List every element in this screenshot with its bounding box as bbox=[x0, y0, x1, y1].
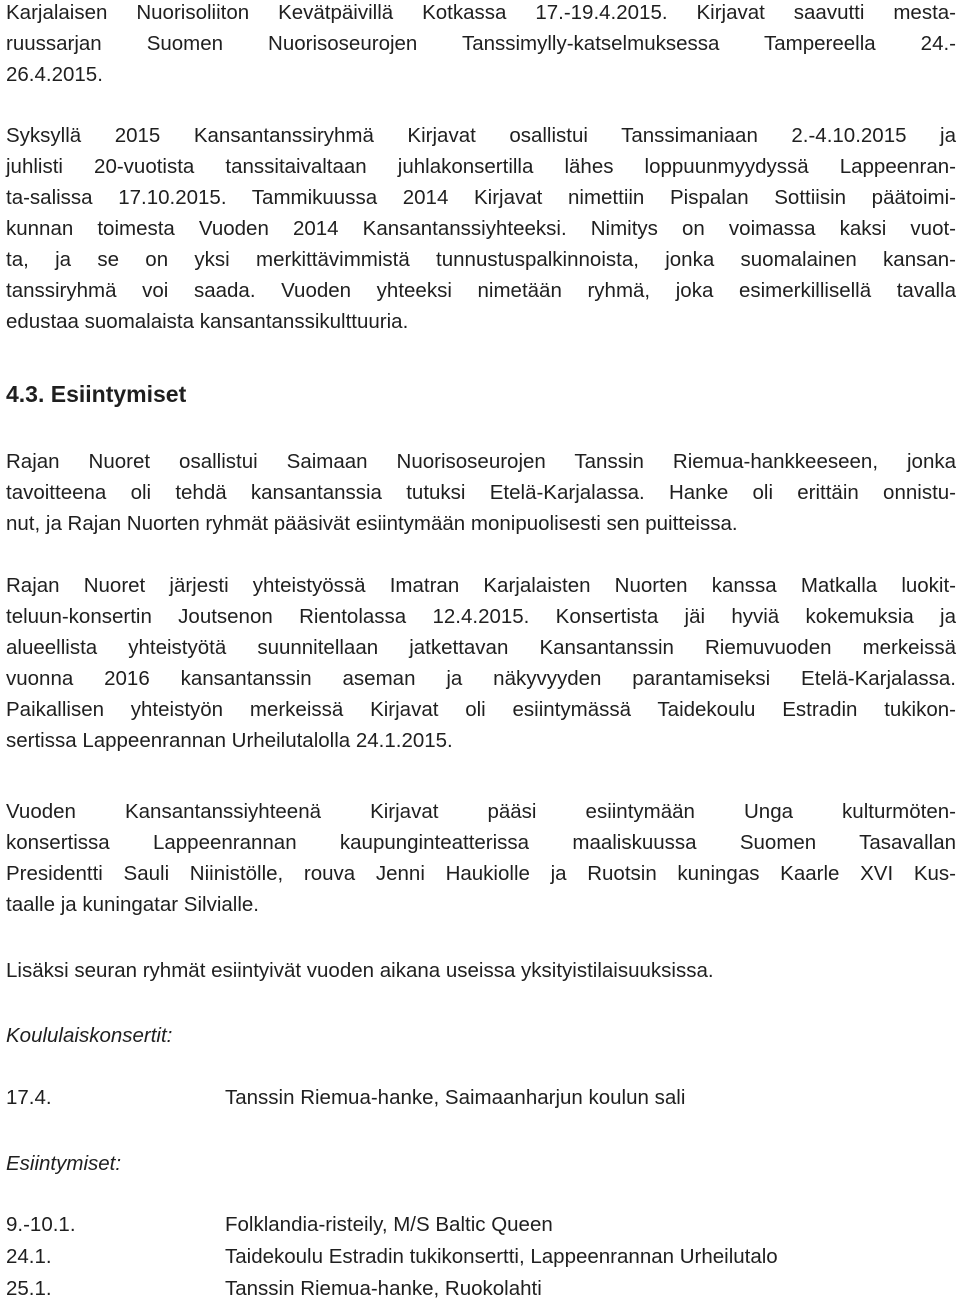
event-description: Taidekoulu Estradin tukikonsertti, Lappeenrannan Urheilutalo bbox=[225, 1245, 778, 1268]
paragraph-line: Presidentti Sauli Niinistölle, rouva Jenni Haukiolle ja Ruotsin kuningas Kaarle XVI Kus- bbox=[6, 862, 956, 885]
paragraph-line: 26.4.2015. bbox=[6, 63, 103, 86]
event-description: Folklandia-risteily, M/S Baltic Queen bbox=[225, 1213, 553, 1236]
section-heading: 4.3. Esiintymiset bbox=[6, 381, 187, 407]
event-description: Tanssin Riemua-hanke, Saimaanharjun koulun sali bbox=[225, 1086, 686, 1109]
list-item bbox=[6, 1209, 553, 1240]
paragraph-line: Syksyllä 2015 Kansantanssiryhmä Kirjavat osallistui Tanssimaniaan 2.-4.10.2015 ja bbox=[6, 124, 956, 147]
event-date: 25.1. bbox=[6, 1277, 52, 1300]
list-item bbox=[6, 1273, 542, 1304]
paragraph-line: Rajan Nuoret järjesti yhteistyössä Imatran Karjalaisten Nuorten kanssa Matkalla luokit- bbox=[6, 574, 956, 597]
paragraph-line: tavoitteena oli tehdä kansantanssia tutuksi Etelä-Karjalassa. Hanke oli erittäin onnistu- bbox=[6, 481, 956, 504]
paragraph-line: Rajan Nuoret osallistui Saimaan Nuorisoseurojen Tanssin Riemua-hankkeeseen, jonka bbox=[6, 450, 956, 473]
list-item bbox=[6, 1241, 778, 1272]
paragraph-line: nut, ja Rajan Nuorten ryhmät pääsivät esiintymään monipuolisesti sen puitteissa. bbox=[6, 512, 738, 535]
paragraph-line: Paikallisen yhteistyön merkeissä Kirjavat oli esiintymässä Taidekoulu Estradin tukikon- bbox=[6, 698, 956, 721]
paragraph-line: alueellista yhteistyötä suunnitellaan jatkettavan Kansantanssin Riemuvuoden merkeissä bbox=[6, 636, 956, 659]
paragraph-line: kunnan toimesta Vuoden 2014 Kansantanssiyhteeksi. Nimitys on voimassa kaksi vuot- bbox=[6, 217, 956, 240]
event-date: 17.4. bbox=[6, 1086, 52, 1109]
paragraph-line: Vuoden Kansantanssiyhteenä Kirjavat pääsi esiintymään Unga kulturmöten- bbox=[6, 800, 956, 823]
event-date: 24.1. bbox=[6, 1245, 52, 1268]
event-description: Tanssin Riemua-hanke, Ruokolahti bbox=[225, 1277, 542, 1300]
event-date: 9.-10.1. bbox=[6, 1213, 76, 1236]
paragraph-line: vuonna 2016 kansantanssin aseman ja näkyvyyden parantamiseksi Etelä-Karjalassa. bbox=[6, 667, 956, 690]
esiintymiset-label: Esiintymiset: bbox=[6, 1152, 122, 1175]
paragraph-line: ruussarjan Suomen Nuorisoseurojen Tanssimylly-katselmuksessa Tampereella 24.- bbox=[6, 32, 956, 55]
koululaiskonsertit-label: Koululaiskonsertit: bbox=[6, 1024, 173, 1047]
paragraph-line: sertissa Lappeenrannan Urheilutalolla 24.1.2015. bbox=[6, 729, 453, 752]
paragraph-line: taalle ja kuningatar Silvialle. bbox=[6, 893, 259, 916]
paragraph-line: ta, ja se on yksi merkittävimmistä tunnustuspalkinnoista, jonka suomalainen kansan- bbox=[6, 248, 956, 271]
list-item bbox=[6, 1082, 685, 1113]
paragraph-line: Lisäksi seuran ryhmät esiintyivät vuoden aikana useissa yksityistilaisuuksissa. bbox=[6, 959, 714, 982]
paragraph-line: Karjalaisen Nuorisoliiton Kevätpäivillä Kotkassa 17.-19.4.2015. Kirjavat saavutti mesta- bbox=[6, 1, 956, 24]
paragraph-line: juhlisti 20-vuotista tanssitaivaltaan juhlakonsertilla lähes loppuunmyydyssä Lappeenran- bbox=[6, 155, 956, 178]
paragraph-line: konsertissa Lappeenrannan kaupunginteatterissa maaliskuussa Suomen Tasavallan bbox=[6, 831, 956, 854]
paragraph-line: tanssiryhmä voi saada. Vuoden yhteeksi nimetään ryhmä, joka esimerkillisellä tavalla bbox=[6, 279, 956, 302]
paragraph-line: teluun-konsertin Joutsenon Rientolassa 12.4.2015. Konsertista jäi hyviä kokemuksia ja bbox=[6, 605, 956, 628]
paragraph-line: edustaa suomalaista kansantanssikulttuuria. bbox=[6, 310, 409, 333]
paragraph-line: ta-salissa 17.10.2015. Tammikuussa 2014 Kirjavat nimettiin Pispalan Sottiisin päätoimi- bbox=[6, 186, 956, 209]
